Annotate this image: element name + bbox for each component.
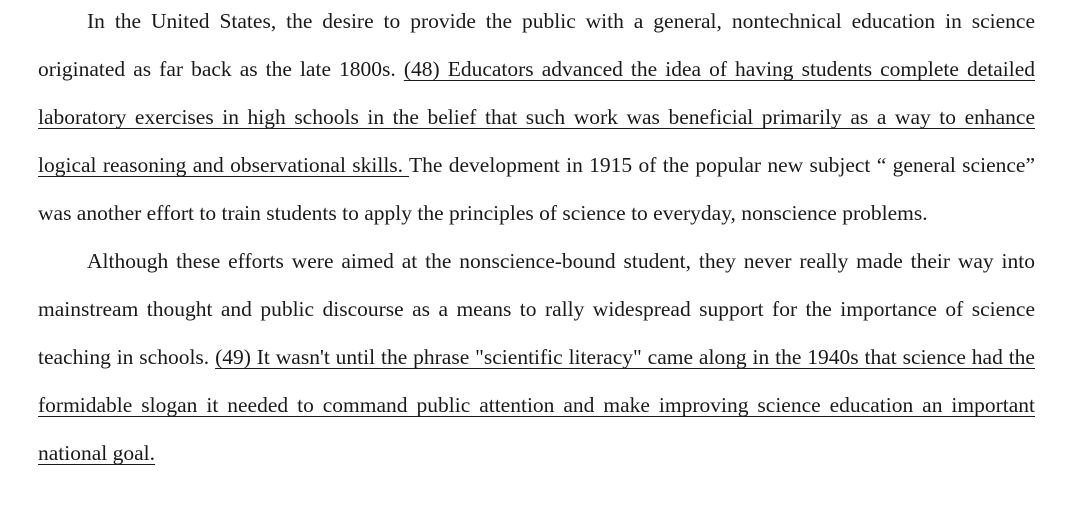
paragraph-2-text: Although these efforts were aimed at the nonscience-bound student, they never really made their way into mainstream thought and public discourse as a means to rally widespread support for the importance of science teaching in schools.	[38, 249, 1035, 369]
paragraph-1	[38, 0, 1035, 237]
underlined-sentence-49: (49) It wasn't until the phrase "scientific literacy" came along in the 1940s that science had the formidable slogan it needed to command public attention and make improving science education an important national goal.	[38, 345, 1035, 465]
paragraph-1-continued-text: The development in 1915 of the popular new subject “ general science” was another effort to train students to apply the principles of science to everyday, nonscience problems.	[38, 153, 1035, 225]
reading-passage	[38, 0, 1035, 477]
underlined-sentence-48: (48) Educators advanced the idea of having students complete detailed laboratory exercises in high schools in the belief that such work was beneficial primarily as a way to enhance logical reasoning and observational skills.	[38, 57, 1035, 177]
paragraph-1-text: In the United States, the desire to provide the public with a general, nontechnical education in science originated as far back as the late 1800s.	[38, 9, 1035, 81]
paragraph-2	[38, 237, 1035, 477]
